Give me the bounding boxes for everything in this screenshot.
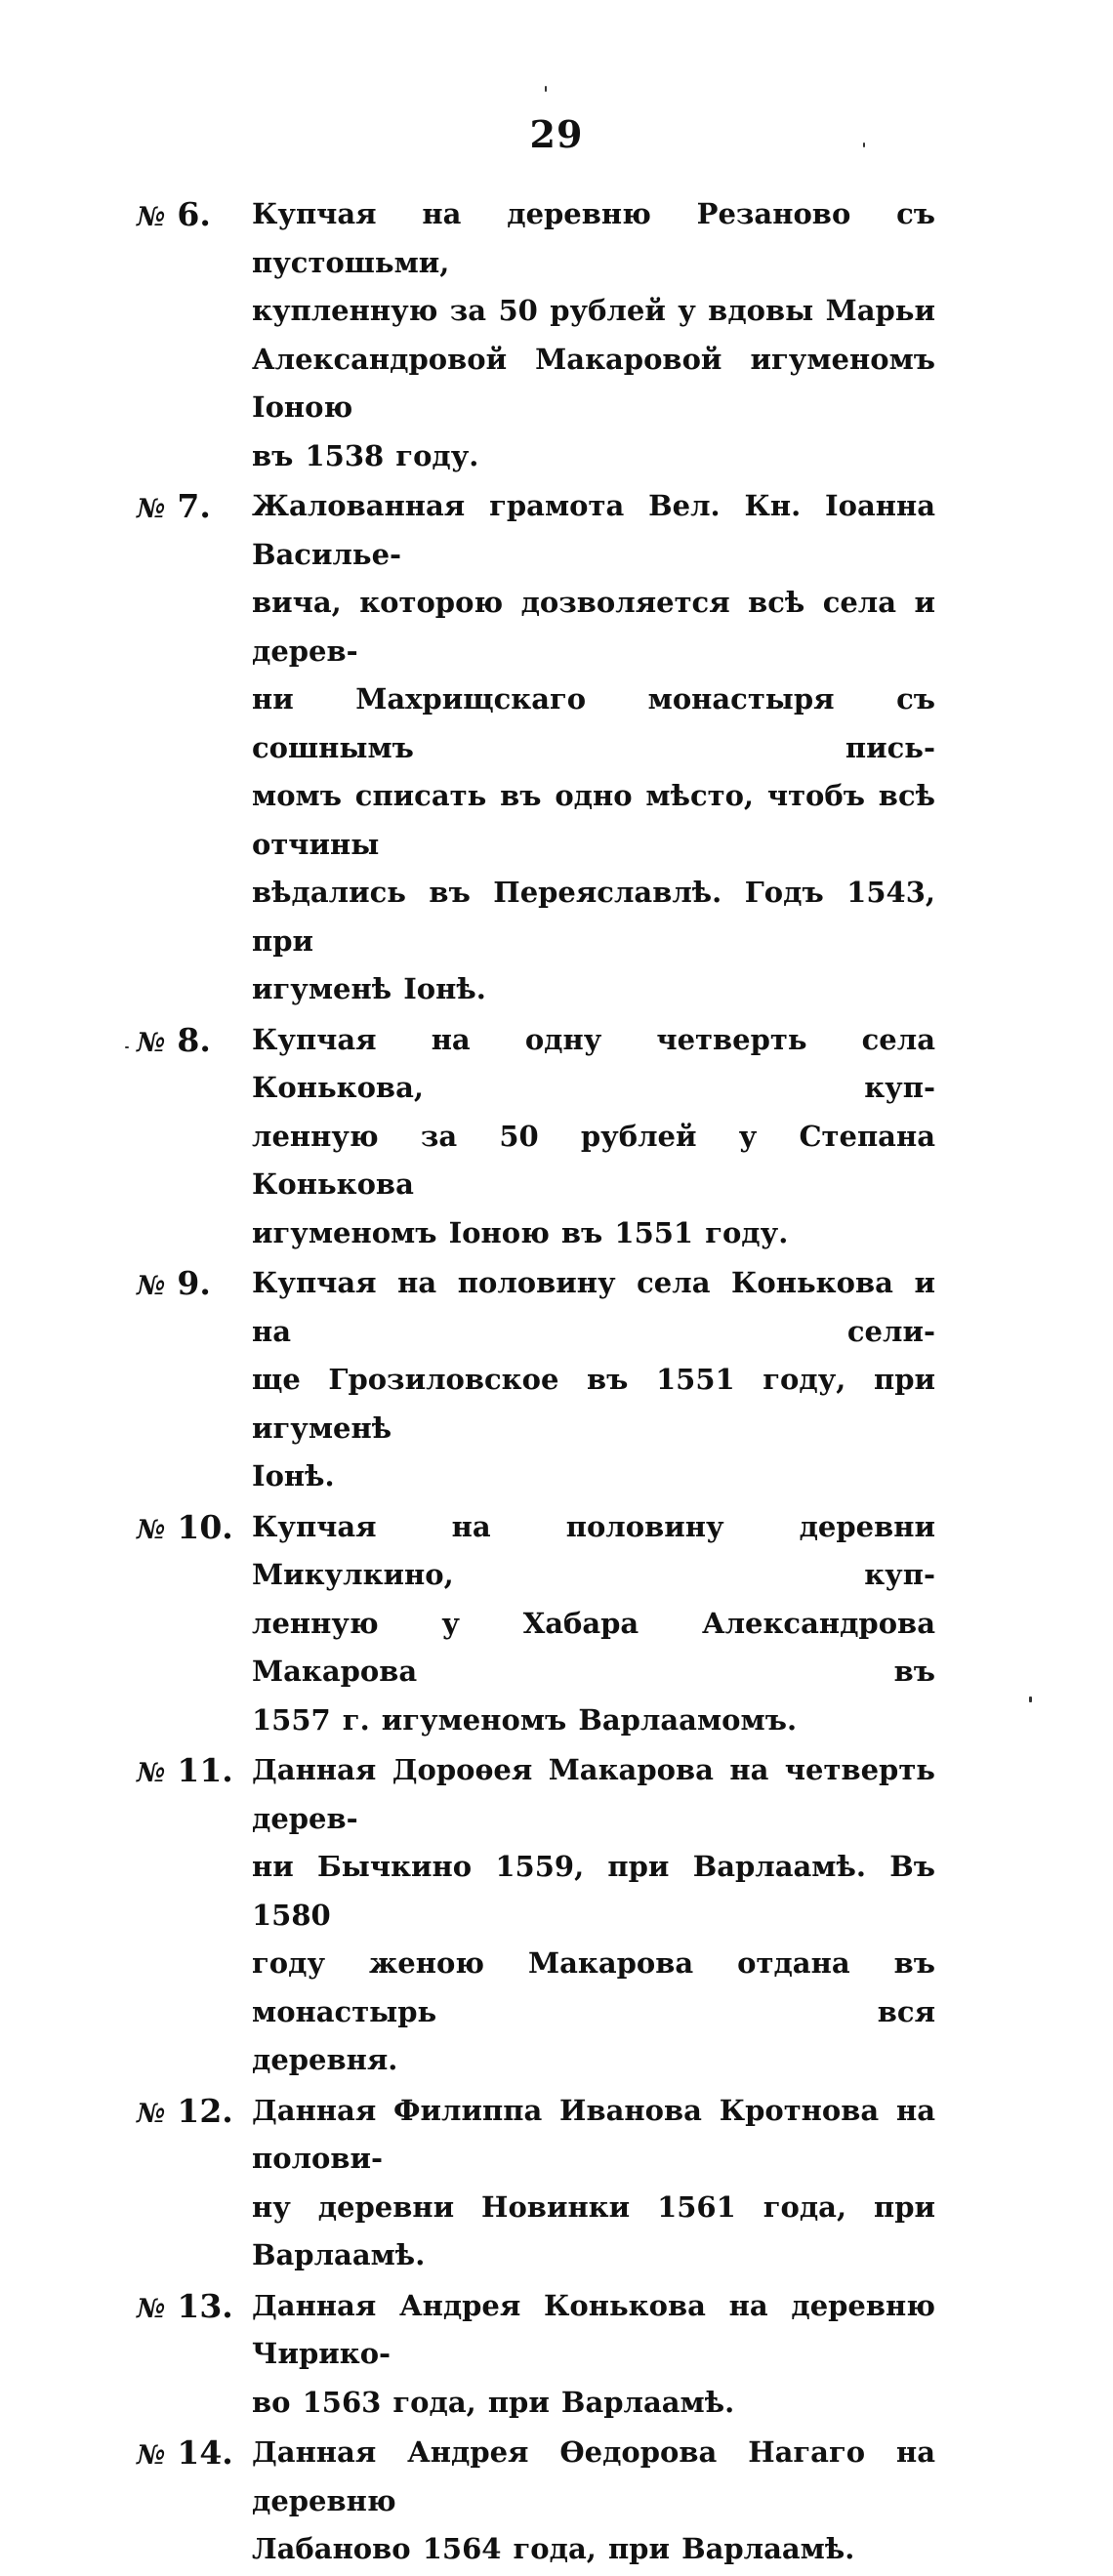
entry-number (137, 2282, 252, 2334)
numero-sign: № (137, 1271, 166, 1301)
ink-speck (863, 143, 865, 147)
text-line: Купчая на одну четверть села Конькова, куп- (252, 1022, 935, 1104)
list-item (137, 1259, 937, 1501)
ink-speck (545, 86, 547, 92)
numero-sign: № (137, 494, 166, 524)
entry-text (252, 482, 935, 1014)
ink-speck (1029, 1697, 1032, 1702)
text-line: ленную за 50 рублей у Степана Конькова (252, 1119, 935, 1201)
list-item (137, 1016, 937, 1258)
entry-number (137, 1746, 252, 1798)
entry-number (137, 1259, 252, 1311)
text-line: игуменомъ Іоною въ 1551 году. (252, 1215, 789, 1249)
numero-sign: № (137, 1027, 166, 1058)
entry-text (252, 1746, 935, 2085)
list-item (137, 2429, 937, 2574)
entry-index: 9. (177, 1264, 211, 1302)
text-line: деревня. (252, 2043, 398, 2076)
text-line: момъ списать въ одно мѣсто, чтобъ всѣ отчины (252, 779, 935, 861)
text-line: Данная Филиппа Иванова Кротнова на полови- (252, 2093, 935, 2175)
entry-index: 11. (177, 1751, 233, 1789)
text-line: игуменѣ Іонѣ. (252, 972, 486, 1005)
text-line: ну деревни Новинки 1561 года, при Варлаамѣ. (252, 2189, 935, 2271)
entry-number (137, 1503, 252, 1555)
entry-index: 6. (177, 195, 211, 233)
ink-speck (125, 1046, 129, 1048)
text-line: Купчая на половину деревни Микулкино, куп- (252, 1509, 935, 1591)
entry-index: 7. (177, 487, 211, 525)
text-line: году женою Макарова отдана въ монастырь вся (252, 1946, 935, 2028)
text-line: Купчая на деревню Резаново съ пустошьми, (252, 197, 935, 279)
text-line: Жалованная грамота Вел. Кн. Іоанна Василье- (252, 489, 935, 571)
list-item (137, 1746, 937, 2085)
entry-text (252, 2087, 935, 2280)
numero-sign: № (137, 2440, 166, 2471)
entry-index: 12. (177, 2091, 233, 2130)
list-item (137, 2282, 937, 2428)
text-line: Іонѣ. (252, 1459, 335, 1492)
entry-index: 8. (177, 1020, 211, 1059)
text-line: во 1563 года, при Варлаамѣ. (252, 2385, 735, 2419)
entry-index: 10. (177, 1507, 233, 1546)
entry-text (252, 1259, 935, 1501)
entry-index: 14. (177, 2433, 233, 2472)
list-item (137, 2087, 937, 2280)
entry-text (252, 2429, 935, 2574)
text-line: 1557 г. игуменомъ Варлаамомъ. (252, 1702, 798, 1737)
page-number: 29 (529, 112, 584, 156)
entry-number (137, 2429, 252, 2480)
entry-text (252, 190, 935, 480)
text-line: вича, которою дозволяется всѣ села и дерев- (252, 586, 935, 668)
entry-number (137, 1016, 252, 1068)
entry-text (252, 1503, 935, 1745)
entry-number (137, 482, 252, 534)
text-line: Данная Андрея Ѳедорова Нагаго на деревню (252, 2435, 935, 2517)
text-line: вѣдались въ Переяславлѣ. Годъ 1543, при (252, 876, 935, 958)
entry-index: 13. (177, 2286, 233, 2325)
text-line: ленную у Хабара Александрова Макарова въ (252, 1606, 935, 1688)
entry-text (252, 1016, 935, 1258)
numero-sign: № (137, 202, 166, 232)
list-item (137, 482, 937, 1014)
text-line: Лабаново 1564 года, при Варлаамѣ. (252, 2532, 855, 2565)
entry-text (252, 2282, 935, 2428)
entry-number (137, 2087, 252, 2139)
numero-sign: № (137, 2293, 166, 2324)
list-item (137, 1503, 937, 1745)
entry-list (137, 190, 937, 2576)
text-line: въ 1538 году. (252, 438, 479, 472)
numero-sign: № (137, 1514, 166, 1545)
numero-sign: № (137, 2098, 166, 2129)
text-line: Александровой Макаровой игуменомъ Іоною (252, 342, 935, 424)
text-line: ще Грозиловское въ 1551 году, при игуменѣ (252, 1363, 935, 1445)
entry-number (137, 190, 252, 242)
text-line: купленную за 50 рублей у вдовы Марьи (252, 294, 935, 327)
text-line: ни Махрищскаго монастыря съ сошнымъ пись- (252, 682, 935, 764)
text-line: Купчая на половину села Конькова и на сели- (252, 1266, 935, 1348)
list-item (137, 190, 937, 480)
text-line: Данная Дороѳея Макарова на четверть дерев- (252, 1753, 935, 1835)
numero-sign: № (137, 1758, 166, 1788)
text-line: ни Бычкино 1559, при Варлаамѣ. Въ 1580 (252, 1850, 935, 1932)
text-line: Данная Андрея Конькова на деревню Чирико- (252, 2288, 935, 2370)
